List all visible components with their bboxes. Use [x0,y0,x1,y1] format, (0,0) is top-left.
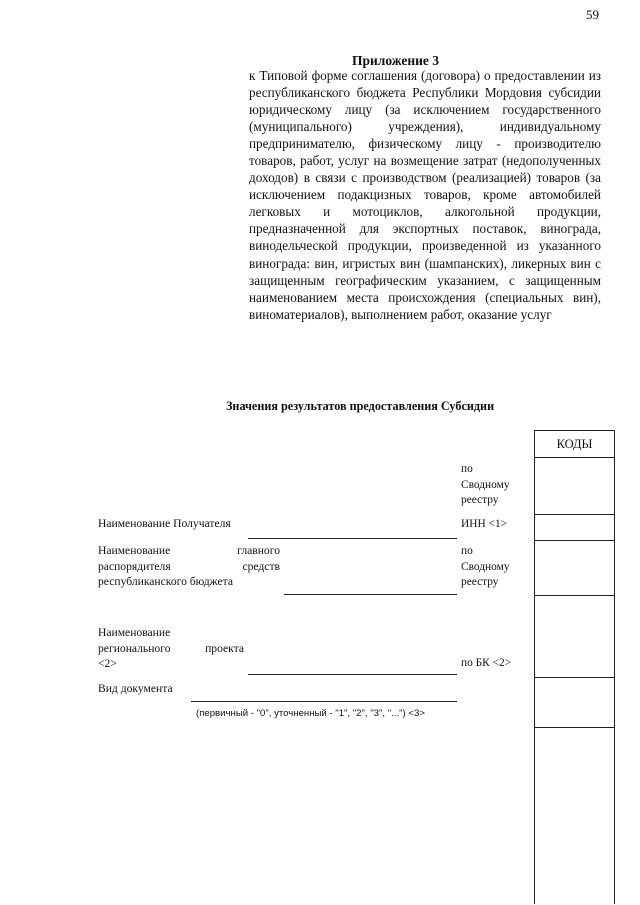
gr-field[interactable] [284,594,457,595]
recipient-field[interactable] [248,538,457,539]
doc-type-hint: (первичный - "0", уточненный - "1", "2", "3", "...") <3> [196,708,425,719]
bk-label: по БК <2> [461,657,512,669]
appendix-body: к Типовой форме соглашения (договора) о предоставлении из республиканского бюджета Республики Мордовия субсидии юридическому лицу (за исключением государственного (муниципального) учреждения), индивидуальному предпринимателю, физическому лицу - производителю товаров, работ, услуг на возмещение затрат (недополученных доходов) в связи с производством (реализацией) товаров (за исключением подакцизных товаров, кроме автомобилей легковых и мотоциклов, алкогольной продукции, предназначенной для экспортных поставок, винограда, винодельческой продукции, произведенной из указанного винограда: вин, игристых вин (шампанских), ликерных вин с защищенным географическим указанием, с защищенным наименованием места происхождения (специальных вин), виноматериалов), выполнением работ, оказание услуг [249,68,601,322]
code-cell-inn[interactable] [535,515,614,541]
doc-type-field[interactable] [191,701,457,702]
page-number: 59 [586,7,599,22]
project-label: Наименование регионального проекта <2> [98,626,244,670]
inn-label: ИНН <1> [461,518,508,530]
form-title: Значения результатов предоставления Субсидии [226,399,495,413]
codes-header: КОДЫ [535,431,614,458]
code-cell-bk[interactable] [535,596,614,678]
registry-label-gr: по Сводному реестру [461,545,510,588]
recipient-label: Наименование Получателя [98,517,231,530]
project-field[interactable] [248,674,457,675]
gr-label: Наименование главного распорядителя средств республиканского бюджета [98,544,280,588]
code-cell-registry-gr[interactable] [535,541,614,596]
code-cell-doc-type[interactable] [535,678,614,728]
registry-label-recipient: по Сводному реестру [461,463,510,506]
doc-type-label: Вид документа [98,682,173,695]
code-cell-registry-recipient[interactable] [535,458,614,515]
appendix-title: Приложение 3 [352,53,440,68]
codes-column [534,430,615,904]
